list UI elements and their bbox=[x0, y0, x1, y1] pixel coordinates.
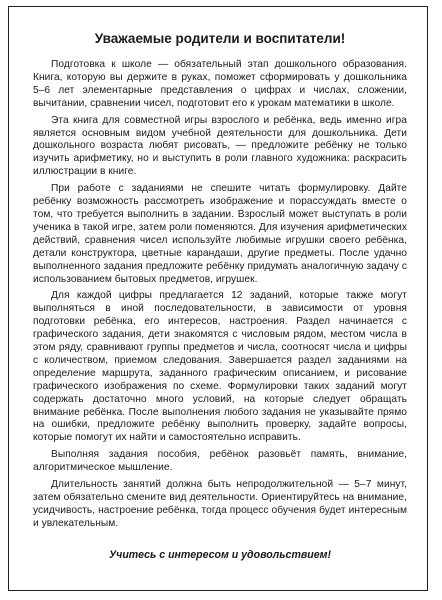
paragraph-6: Длительность занятий должна быть непродолжительной — 5–7 минут, затем обязательно смените вид деятельности. Ориентируйтесь на внимание, усидчивость, настроение ребёнка, тогда процесс обучения будет интересным и увлекательным. bbox=[33, 479, 407, 529]
closing-line: Учитесь с интересом и удовольствием! bbox=[108, 548, 331, 561]
document-title: Уважаемые родители и воспитатели! bbox=[94, 31, 346, 46]
page-frame bbox=[8, 6, 428, 591]
paragraph-1: Подготовка к школе — обязательный этап дошкольного образования. Книга, которую вы держите в руках, поможет сформировать у дошкольника 5–6 лет элементарные представления о цифрах и числах, сложении, вычитании, сравнении чисел, подготовит его к урокам математики в школе. bbox=[33, 59, 407, 109]
paragraph-4: Для каждой цифры предлагается 12 заданий, которые также могут выполняться в иной последовательности, в зависимости от уровня подготовки ребёнка, его интересов, настроения. Раздел начинается с графического задания, дети знакомятся с числовым рядом, местом числа в этом ряду, сравнивают группы предметов и числа, соотносят числа и цифры с количеством, приемом следования. Завершается раздел заданиями на определение маршрута, заданного графическим описанием, и рисование графического изображения по схеме. Формулировки таких заданий могут содержать достаточно много условий, на которые следует обращать внимание ребёнка. После выполнения любого задания не указывайте прямо на ошибки, предложите ребёнку выполнить проверку, задайте вопросы, которые помогут их найти и самостоятельно исправить. bbox=[33, 290, 407, 444]
paragraph-3: При работе с заданиями не спешите читать формулировку. Дайте ребёнку возможность рассмотреть изображение и порассуждать вместе о том, что требуется выполнить в задании. Взрослый может выступать в роли ученика в такой игре, затем роли поменяются. Для изучения арифметических действий, сравнения чисел используйте любимые игрушки своего ребёнка, детали конструктора, цветные карандаши, другие предметы. После удачно выполненного задания предложите ребёнку придумать аналогичную задачу с использованием бытовых предметов, игрушек. bbox=[33, 183, 407, 285]
paragraph-2: Эта книга для совместной игры взрослого и ребёнка, ведь именно игра является основным видом учебной деятельности для дошкольника. Дети дошкольного возраста любят рисовать, — предложите ребёнку не только изучить арифметику, но и выступить в роли главного художника: раскрасить иллюстрации в книге. bbox=[33, 114, 407, 178]
paragraph-5: Выполняя задания пособия, ребёнок разовьёт память, внимание, алгоритмическое мышление. bbox=[33, 449, 407, 474]
document-body bbox=[33, 31, 407, 578]
